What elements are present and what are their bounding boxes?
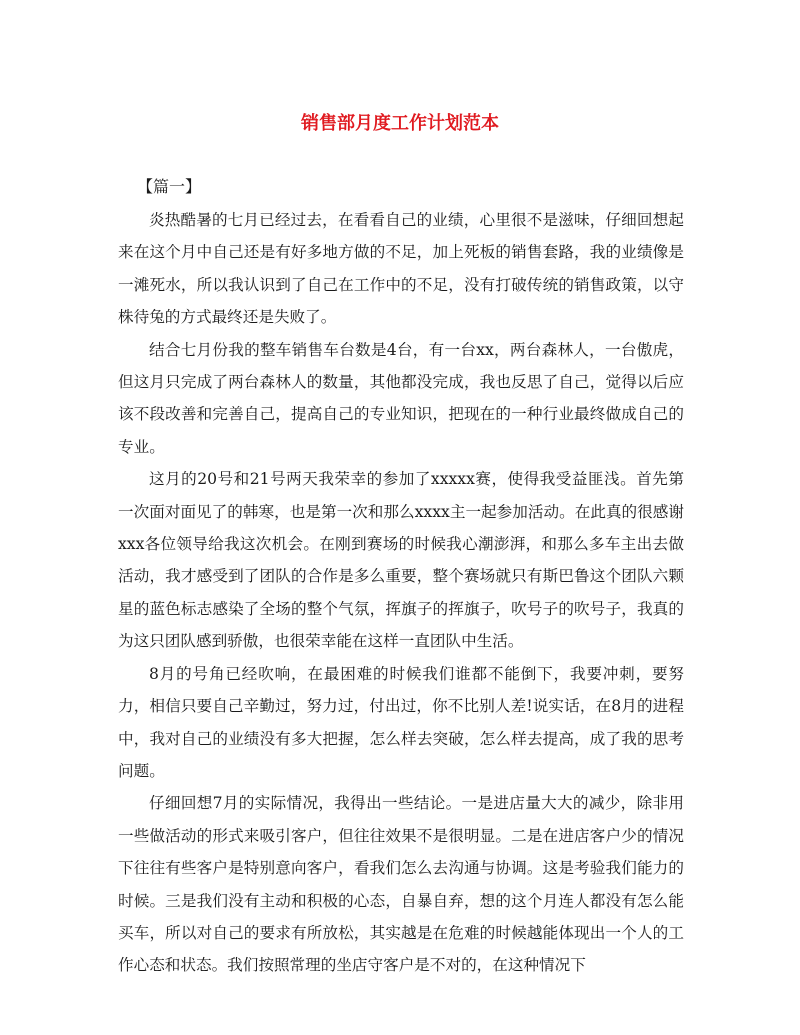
document-title: 销售部月度工作计划范本 (301, 113, 499, 134)
paragraph-5: 仔细回想7月的实际情况，我得出一些结论。一是进店量大大的减少，除非用一些做活动的形式来吸引客户，但往往效果不是很明显。二是在进店客户少的情况下往往有些客户是特别意向客户，看我们怎么去沟通与协调。这是考验我们能力的时候。三是我们没有主动和积极的心态，自暴自弃，想的这个月连人都没有怎么能买车，所以对自己的要求有所放松，其实越是在危难的时候越能体现出一个人的工作心态和状态。我们按照常理的坐店守客户是不对的，在这种情况下 (118, 794, 684, 975)
paragraph-3: 这月的20号和21号两天我荣幸的参加了xxxxx赛，使得我受益匪浅。首先第一次面对面见了的韩寒，也是第一次和那么xxxx主一起参加活动。在此真的很感谢xxx各位领导给我这次机会。在刚到赛场的时候我心潮澎湃，和那么多车主出去做活动，我才感受到了团队的合作是多么重要，整个赛场就只有斯巴鲁这个团队六颗星的蓝色标志感染了全场的整个气氛，挥旗子的挥旗子，吹号子的吹号子，我真的为这只团队感到骄傲，也很荣幸能在这样一直团队中生活。 (118, 470, 684, 651)
paragraph-1: 炎热酷暑的七月已经过去，在看看自己的业绩，心里很不是滋味，仔细回想起来在这个月中自己还是有好多地方做的不足，加上死板的销售套路，我的业绩像是一滩死水，所以我认识到了自己在工作中的不足，没有打破传统的销售政策，以守株待兔的方式最终还是失败了。 (118, 211, 684, 327)
paragraph-4: 8月的号角已经吹响，在最困难的时候我们谁都不能倒下，我要冲刺，要努力，相信只要自己辛勤过，努力过，付出过，你不比别人差!说实话，在8月的进程中，我对自己的业绩没有多大把握，怎么样去突破，怎么样去提高，成了我的思考问题。 (118, 664, 684, 780)
paragraph-2: 结合七月份我的整车销售车台数是4台，有一台xx，两台森林人，一台傲虎，但这月只完成了两台森林人的数量，其他都没完成，我也反思了自己，觉得以后应该不段改善和完善自己，提高自己的专业知识，把现在的一种行业最终做成自己的专业。 (118, 340, 684, 456)
document-body (118, 204, 684, 982)
section-label: 【篇一】 (137, 177, 202, 196)
